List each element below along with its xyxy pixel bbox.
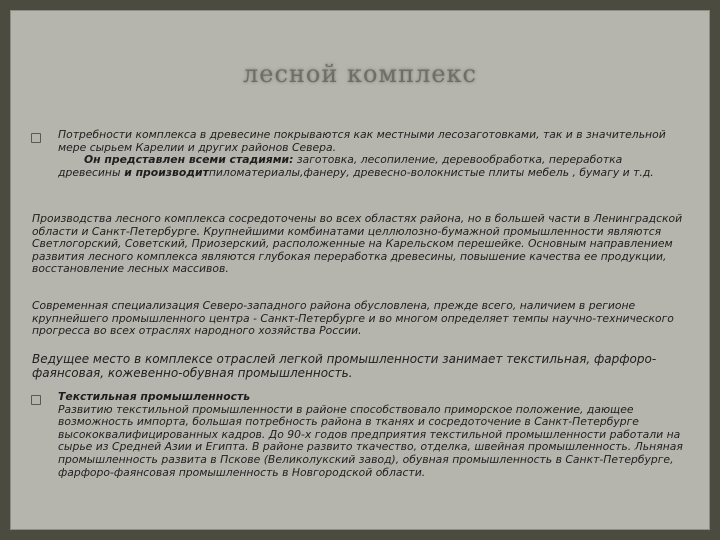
paragraph-specialization bbox=[32, 300, 692, 338]
paragraph-stages bbox=[58, 154, 688, 179]
paragraph-text: Ведущее место в комплексе отраслей легкой промышленности занимает текстильная, фарфоро-фаянсовая, кожевенно-обувная промышленность. bbox=[32, 352, 657, 380]
paragraph-forest-supply bbox=[58, 129, 688, 179]
bullet-icon bbox=[31, 133, 41, 143]
paragraph-textile bbox=[58, 391, 688, 479]
slide-title: лесной комплекс bbox=[243, 60, 477, 88]
paragraph-text: Производства лесного комплекса сосредоточены во всех областях района, но в большей части в Ленинградской области и Санкт-Петербурге. Крупнейшими комбинатами целлюлозно-бумажной промышленности являются Светлогорский, Советский, Приозерский, расположенные на Карельском перешейке. Основным направлением развития лесного комплекса являются глубокая переработка древесины, повышение качества ее продукции, восстановление лесных массивов. bbox=[32, 212, 683, 276]
bullet-icon bbox=[31, 395, 41, 405]
slide-frame bbox=[10, 10, 710, 530]
slide-body bbox=[10, 10, 710, 530]
paragraph-production-locations bbox=[32, 213, 692, 276]
paragraph-text: Современная специализация Северо-западного района обусловлена, прежде всего, наличием в регионе крупнейшего промышленного центра - Санкт-Петербурге и во многом определяет темпы научно-технического прогресса во всех отраслях народного хозяйства России. bbox=[32, 299, 674, 338]
textile-heading: Текстильная промышленность bbox=[58, 390, 251, 403]
paragraph-text: Развитию текстильной промышленности в районе способствовало приморское положение, дающее возможность импорта, большая потребность района в тканях и сосредоточение в Санкт-Петербурге высококвалифицированных кадров. До 90-х годов предприятия текстильной промышленности работали на сырье из Средней Азии и Египта. В районе развито ткачество, отделка, швейная промышленность. Льняная промышленность развита в Пскове (Великолукский завод), обувная промышленность в Санкт-Петербурге, фарфоро-фаянсовая промышленность в Новгородской области. bbox=[58, 402, 683, 479]
produces-label: и производит bbox=[120, 165, 209, 179]
stages-label: Он представлен всеми стадиями: bbox=[84, 153, 294, 167]
paragraph-light-industry bbox=[32, 352, 682, 380]
produces-text: пиломатериалы,фанеру, древесно-волокнистые плиты мебель , бумагу и т.д. bbox=[208, 165, 654, 179]
paragraph-text: Потребности комплекса в древесине покрываются как местными лесозаготовками, так и в значительной мере сырьем Карелии и других районов Севера. bbox=[58, 128, 666, 154]
stages-text: заготовка, лесопиление, деревообработка, переработка древесины bbox=[58, 153, 623, 179]
